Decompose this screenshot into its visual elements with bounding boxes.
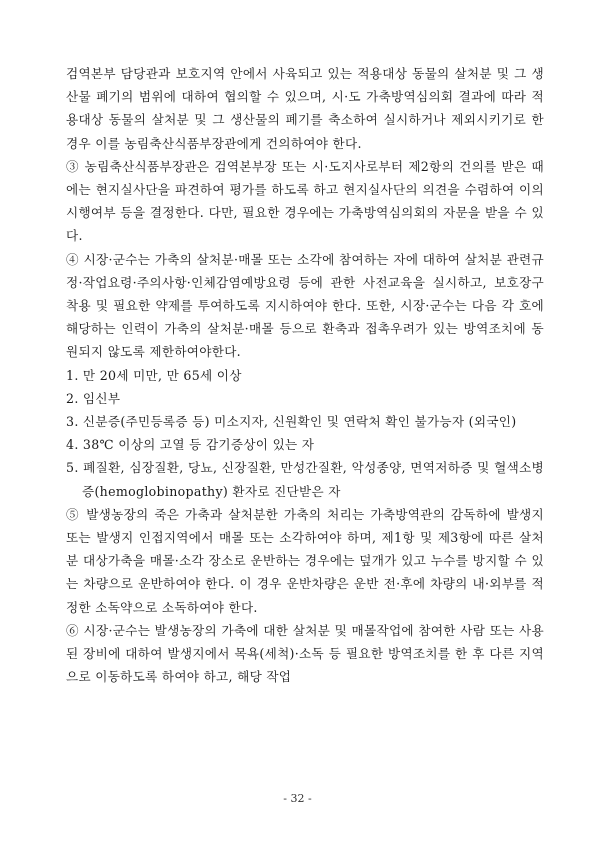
paragraph-5: ⑤ 발생농장의 죽은 가축과 살처분한 가축의 처리는 가축방역관의 감독하에 발생지 또는 발생지 인접지역에서 매몰 또는 소각하여야 하며, 제1항 및 제3항에 따른 살처분 대상가축을 매몰·소각 장소로 운반하는 경우에는 덮개가 있고 누수를 방지할 수 있는 차량으로 운반하여야 한다. 이 경우 운반차량은 운반 전·후에 차량의 내·외부를 적정한 소독약으로 소독하여야 한다. <box>66 506 544 615</box>
list-item: 5. 폐질환, 심장질환, 당뇨, 신장질환, 만성간질환, 악성종양, 면역저하증 및 혈색소병증(hemoglobinopathy) 환자로 진단받은 자 <box>66 460 544 499</box>
list-item: 3. 신분증(주민등록증 등) 미소지자, 신원확인 및 연락처 확인 불가능자 (외국인) <box>66 414 517 430</box>
list-item: 2. 임신부 <box>66 390 121 406</box>
paragraph-6: ⑥ 시장·군수는 발생농장의 가축에 대한 살처분 및 매몰작업에 참여한 사람 또는 사용된 장비에 대하여 발생지에서 목욕(세척)·소독 등 필요한 방역조치를 한 후 다른 지역으로 이동하도록 하여야 하고, 해당 작업 <box>66 622 544 685</box>
list-item: 4. 38℃ 이상의 고열 등 감기증상이 있는 자 <box>66 437 315 453</box>
body-text <box>66 62 544 688</box>
page-number: - 32 - <box>283 792 312 805</box>
list-item: 1. 만 20세 미만, 만 65세 이상 <box>66 367 242 383</box>
paragraph-3: ③ 농림축산식품부장관은 검역본부장 또는 시·도지사로부터 제2항의 건의를 받은 때에는 현지실사단을 파견하여 평가를 하도록 하고 현지실사단의 의견을 수렴하여 이의 시행여부 등을 결정한다. 다만, 필요한 경우에는 가축방역심의회의 자문을 받을 수 있다. <box>66 158 544 244</box>
excluded-personnel-list <box>66 364 544 503</box>
paragraph-4: ④ 시장·군수는 가축의 살처분·매몰 또는 소각에 참여하는 자에 대하여 살처분 관련규정·작업요령·주의사항·인체감염예방요령 등에 관한 사전교육을 실시하고, 보호장구 착용 및 필요한 약제를 투여하도록 지시하여야 한다. 또한, 시장·군수는 다음 각 호에 해당하는 인력이 가축의 살처분·매몰 등으로 환축과 접촉우려가 있는 방역조치에 동원되지 않도록 제한하여야한다. <box>66 251 544 360</box>
paragraph-continuation: 검역본부 담당관과 보호지역 안에서 사육되고 있는 적용대상 동물의 살처분 및 그 생산물 폐기의 범위에 대하여 협의할 수 있으며, 시·도 가축방역심의회 결과에 따라 적용대상 동물의 살처분 및 그 생산물의 폐기를 축소하여 실시하거나 제외시키기로 한 경우 이를 농림축산식품부장관에게 건의하여야 한다. <box>66 66 544 151</box>
